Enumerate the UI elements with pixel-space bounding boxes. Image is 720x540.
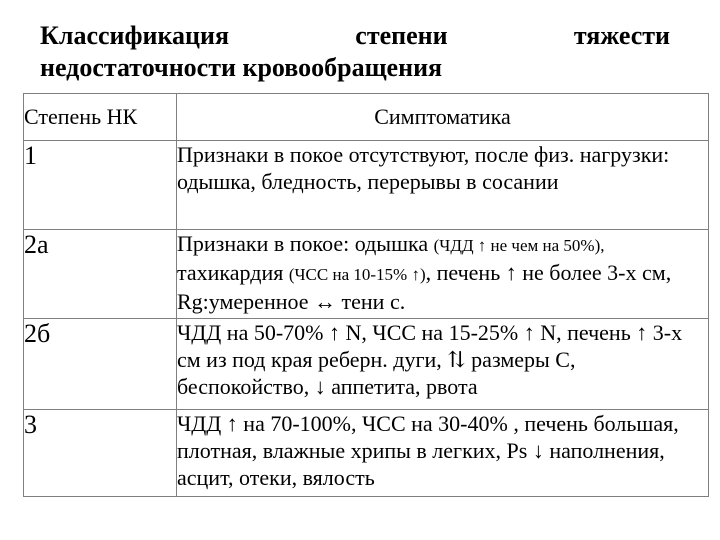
table-header-row xyxy=(24,94,709,141)
symptoms-cell: Признаки в покое отсутствуют, после физ. нагрузки: одышка, бледность, перерывы в сосании xyxy=(177,141,709,230)
symptoms-part: , печень ↑ не более 3-х см, Rg:умеренное ↔ тени с. xyxy=(177,260,672,314)
grade-cell: 3 xyxy=(24,410,177,497)
title-word-3: тяжести xyxy=(573,21,670,50)
title-word-1: Классификация xyxy=(40,21,230,50)
title-word-2: степени xyxy=(355,21,448,50)
grade-cell: 2б xyxy=(24,319,177,410)
symptoms-cell xyxy=(177,230,709,319)
page-title xyxy=(40,20,670,84)
grade-cell: 1 xyxy=(24,141,177,230)
table-row xyxy=(24,230,709,319)
classification-table xyxy=(23,93,709,497)
table-row xyxy=(24,141,709,230)
header-grade: Степень НК xyxy=(24,94,177,141)
symptoms-cell: ЧДД на 50-70% ↑ N, ЧСС на 15-25% ↑ N, печень ↑ 3-х см из под края реберн. дуги, ⇅ размеры С, беспокойство, ↓ аппетита, рвота xyxy=(177,319,709,410)
header-symptoms: Симптоматика xyxy=(177,94,709,141)
symptoms-part-small: (ЧДД ↑ не чем на 50%), xyxy=(433,236,605,255)
symptoms-part: тахикардия xyxy=(177,260,289,285)
grade-cell: 2а xyxy=(24,230,177,319)
symptoms-cell: ЧДД ↑ на 70-100%, ЧСС на 30-40% , печень большая, плотная, влажные хрипы в легких, Ps ↓ наполнения, асцит, отеки, вялость xyxy=(177,410,709,497)
table-row xyxy=(24,319,709,410)
symptoms-part: Признаки в покое: одышка xyxy=(177,231,434,256)
title-line-1 xyxy=(40,20,670,52)
table-row xyxy=(24,410,709,497)
symptoms-part-small: (ЧСС на 10-15% ↑) xyxy=(288,265,426,284)
title-line-2: недостаточности кровообращения xyxy=(40,53,443,82)
